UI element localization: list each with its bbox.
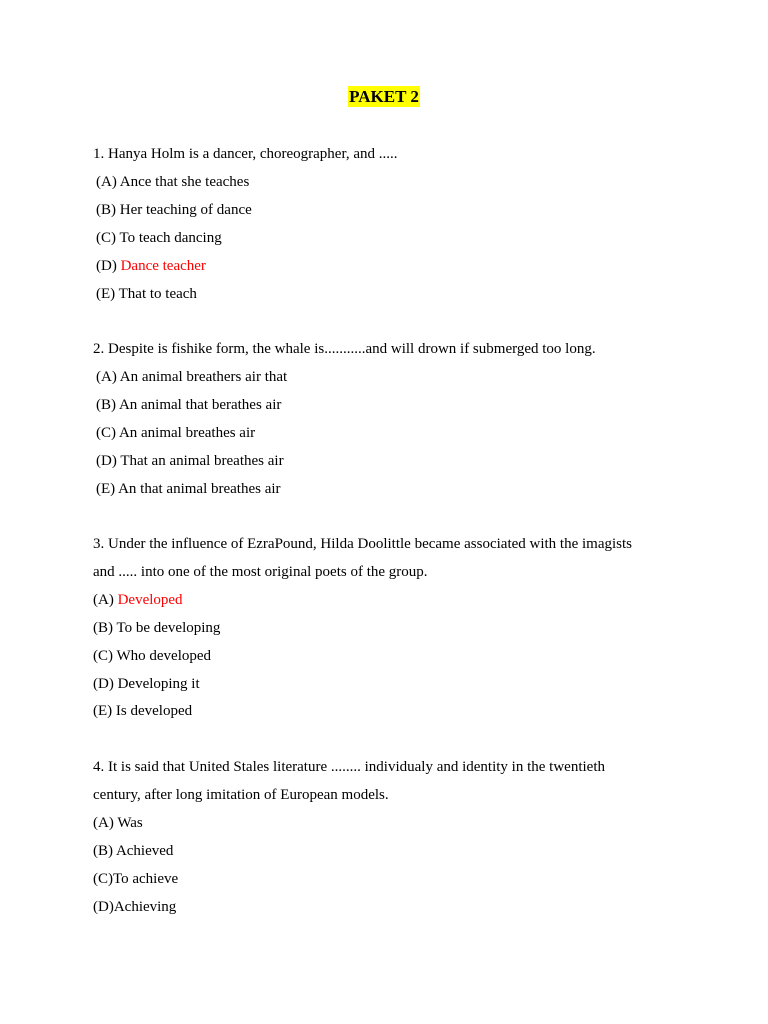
option-prefix: (C): [96, 229, 116, 246]
question-3-option-a: [93, 590, 183, 610]
question-2-option-e: [96, 479, 281, 499]
option-text: An animal breathes air: [118, 424, 256, 441]
question-1-option-c: [96, 228, 222, 248]
option-prefix: (D): [93, 675, 114, 692]
option-prefix: (B): [96, 396, 116, 413]
question-1-option-e: [96, 284, 197, 304]
question-2-option-c: [96, 423, 255, 443]
question-3-text-line-1: 3. Under the influence of EzraPound, Hilda Doolittle became associated with the imagists: [93, 536, 633, 552]
title-wrapper: [0, 86, 768, 107]
question-2-option-a: [96, 367, 287, 387]
option-text: Her teaching of dance: [119, 201, 252, 218]
option-prefix: (B): [93, 842, 113, 859]
question-4-option-c: [93, 869, 178, 889]
question-4-option-a: [93, 813, 143, 833]
option-prefix: (A): [96, 173, 117, 190]
question-3-text-line-2: and ..... into one of the most original poets of the group.: [93, 563, 428, 580]
option-text: An that animal breathes air: [118, 480, 281, 497]
option-text: Achieving: [113, 898, 177, 915]
option-text: That to teach: [118, 285, 197, 302]
question-2-option-b: [96, 395, 281, 415]
option-text-correct-answer: Dance teacher: [120, 257, 206, 274]
option-prefix: (B): [93, 619, 113, 636]
option-text: Ance that she teaches: [119, 173, 250, 190]
option-prefix: (A): [93, 591, 114, 608]
option-text: Was: [117, 814, 143, 831]
question-4-text-line-1: 4. It is said that United Stales literature ........ individualy and identity in the twentieth: [93, 759, 605, 775]
question-1-option-b: [96, 200, 252, 220]
question-3-option-d: [93, 674, 200, 694]
question-3-option-b: [93, 618, 220, 638]
question-1-option-d: [96, 256, 206, 276]
option-prefix: (E): [96, 285, 116, 302]
option-text: Who developed: [116, 647, 212, 664]
question-1-option-a: [96, 172, 249, 192]
option-prefix: (E): [93, 703, 113, 720]
option-prefix: (D): [96, 257, 117, 274]
question-3-option-c: [93, 646, 211, 666]
question-4-option-d: [93, 897, 176, 917]
option-prefix: (C): [93, 870, 113, 887]
option-text: To be developing: [116, 619, 221, 636]
option-text: Achieved: [115, 842, 174, 859]
option-prefix: (B): [96, 201, 116, 218]
option-text: That an animal breathes air: [120, 452, 284, 469]
question-2-text-line-1: 2. Despite is fishike form, the whale is...........and will drown if submerged too long.: [93, 341, 596, 357]
option-prefix: (A): [93, 814, 114, 831]
option-text: Is developed: [115, 703, 193, 720]
option-prefix: (E): [96, 480, 116, 497]
option-text: An animal that berathes air: [118, 396, 282, 413]
page-title: PAKET 2: [349, 87, 419, 106]
option-prefix: (C): [93, 647, 113, 664]
option-text: To achieve: [113, 870, 179, 887]
option-text: An animal breathers air that: [119, 368, 288, 385]
option-prefix: (D): [96, 452, 117, 469]
option-text-correct-answer: Developed: [117, 591, 183, 608]
question-3-option-e: [93, 701, 192, 721]
question-2-option-d: [96, 451, 284, 471]
option-text: To teach dancing: [119, 229, 222, 246]
question-1-text-line-1: 1. Hanya Holm is a dancer, choreographer, and .....: [93, 146, 398, 162]
option-text: Developing it: [117, 675, 200, 692]
option-prefix: (D): [93, 898, 114, 915]
question-4-text-line-2: century, after long imitation of European models.: [93, 786, 389, 803]
option-prefix: (C): [96, 424, 116, 441]
option-prefix: (A): [96, 368, 117, 385]
question-4-option-b: [93, 841, 173, 861]
